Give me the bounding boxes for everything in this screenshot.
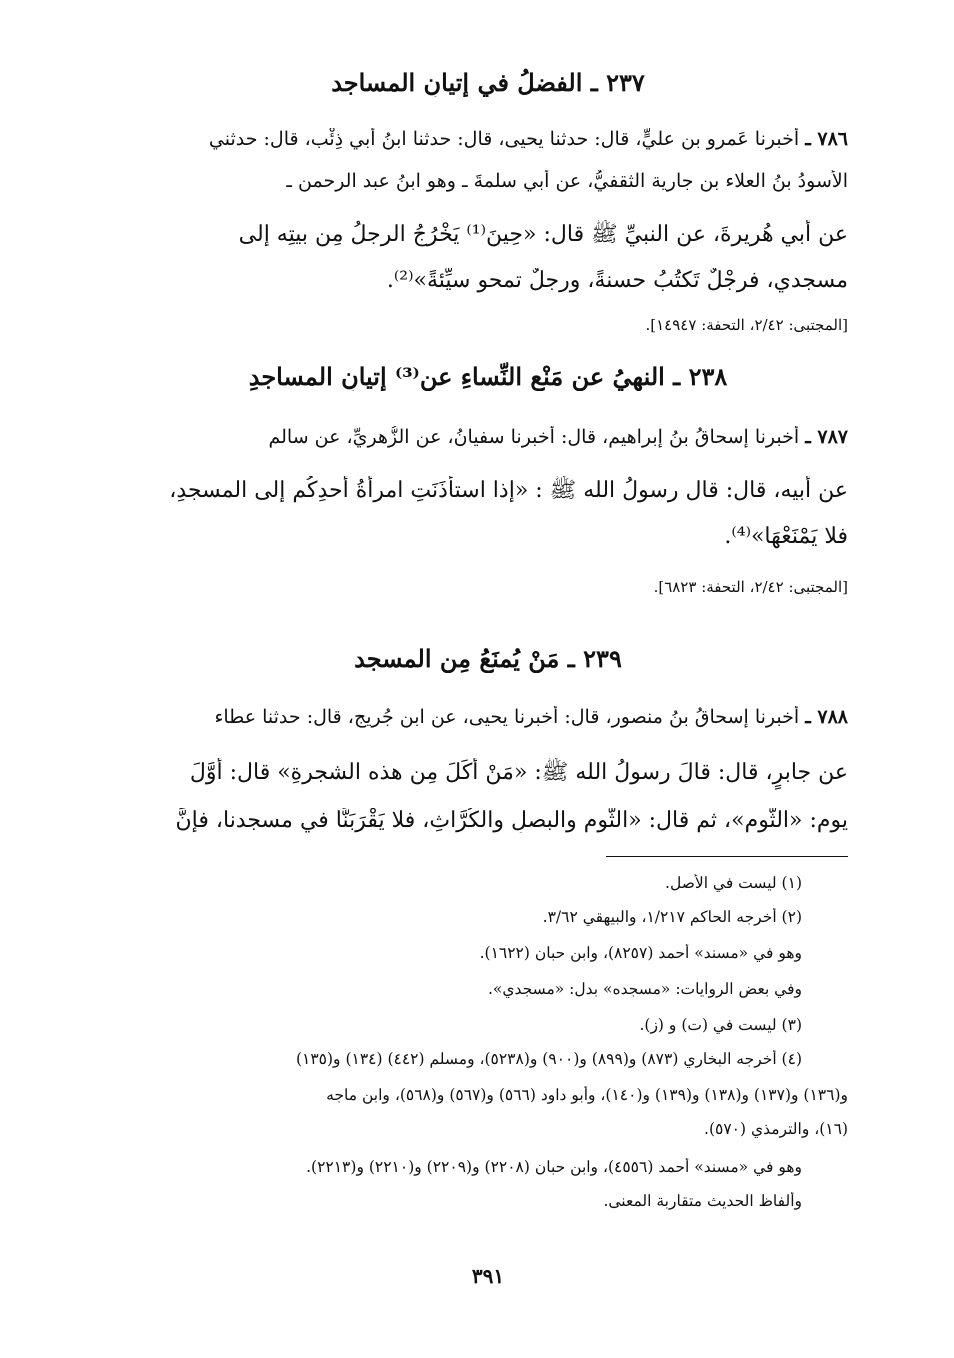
hadith-matn-line: عن جابرٍ، قال: قالَ رسولُ الله ﷺ: «مَنْ أَكَلَ مِن هذه الشجرةِ» قال: أَوَّلَ bbox=[189, 760, 848, 785]
hadith-number: ٧٨٧ ـ bbox=[805, 426, 848, 448]
footnote: (٣) ليست في (ت) و (ز). bbox=[639, 1016, 802, 1034]
hadith-isnad-line bbox=[128, 426, 848, 448]
footnote: وألفاظ الحديث متقاربة المعنى. bbox=[603, 1192, 802, 1210]
footnote: (١) ليست في الأصل. bbox=[665, 874, 802, 892]
hadith-isnad-text: أخبرنا إسحاقُ بنُ منصور، قال: أخبرنا يحيى، عن ابن جُريج، قال: حدثنا عطاء bbox=[214, 706, 800, 728]
hadith-isnad-text: أخبرنا عَمرو بن عليٍّ، قال: حدثنا يحيى، قال: حدثنا ابنُ أبي ذِئْب، قال: حدثني bbox=[208, 128, 800, 150]
hadith-matn-line: عن أبي هُريرةَ، عن النبيِّ ﷺ قال: «حِينَ⁽¹⁾ يَخْرُجُ الرجلُ مِن بيتِه إلى bbox=[238, 222, 848, 247]
footnote: (٤) أخرجه البخاري (٨٧٣) و(٨٩٩) و(٩٠٠) و(٥٢٣٨)، ومسلم (٤٤٢) (١٣٤) و(١٣٥) bbox=[295, 1050, 802, 1068]
footnote: و(١٣٦) و(١٣٧) و(١٣٨) و(١٣٩) و(١٤٠)، وأبو داود (٥٦٦) و(٥٦٧) و(٥٦٨)، وابن ماجه bbox=[326, 1086, 848, 1104]
hadith-isnad-text: أخبرنا إسحاقُ بنُ إبراهيم، قال: أخبرنا سفيانُ، عن الزُّهريِّ، عن سالمٍ bbox=[268, 426, 800, 448]
section-title: ٢٣٧ ـ الفضلُ في إتيانِ المساجد bbox=[331, 68, 645, 97]
hadith-matn-line: عن أبيه، قال: قال رسولُ الله ﷺ : «إذا استأْذَنَتِ امرأةُ أَحدِكُم إلى المسجدِ، bbox=[169, 478, 848, 503]
hadith-isnad-line: الأَسودُ بنُ العلاء بنِ جارية الثقفيُّ، عن أبي سلمةَ ـ وهو ابنُ عبد الرحمن ـ bbox=[286, 170, 848, 192]
hadith-reference: [المجتبى: ٢/٤٢، التحفة: ٦٨٢٣]. bbox=[653, 578, 848, 596]
hadith-matn-line: يوم: «الثُّوم»، ثم قال: «الثُّومِ والبصلِ والكُرَّاثِ، فلا يَقْرَبَنَّا في مسجدنا، فإنَّ bbox=[175, 808, 848, 833]
footnote: وهو في «مسند» أحمد (٨٢٥٧)، وابن حبان (١٦٢٢). bbox=[479, 944, 802, 962]
footnote: وفي بعض الروايات: «مسجده» بدل: «مسجدي». bbox=[487, 980, 802, 998]
footnote: (١٦)، والترمذي (٥٧٠). bbox=[704, 1120, 848, 1138]
book-page bbox=[128, 0, 848, 1358]
hadith-isnad-line bbox=[128, 128, 848, 150]
hadith-number: ٧٨٨ ـ bbox=[805, 706, 848, 728]
page-number: ٣٩١ bbox=[471, 1264, 505, 1288]
section-title: ٢٣٨ ـ النهيُ عن مَنْعِ النِّساءِ عن⁽³⁾ إتيانِ المساجدِ bbox=[248, 362, 728, 391]
hadith-isnad-line bbox=[128, 706, 848, 728]
hadith-matn-line: مسجدي، فرِجْلٌ تَكتُبُ حسنةً، ورِجلٌ تمحو سيِّئةً»⁽²⁾. bbox=[386, 268, 848, 293]
footnote-divider bbox=[606, 856, 848, 857]
hadith-number: ٧٨٦ ـ bbox=[805, 128, 848, 150]
hadith-matn-line: فلا يَمْنَعْهَا»⁽⁴⁾. bbox=[724, 524, 848, 549]
hadith-reference: [المجتبى: ٢/٤٢، التحفة: ١٤٩٤٧]. bbox=[645, 316, 848, 334]
section-title: ٢٣٩ ـ مَنْ يُمنَعُ مِن المسجد bbox=[354, 644, 622, 673]
footnote: (٢) أخرجه الحاكم ١/٢١٧، والبيهقي ٣/٦٢. bbox=[542, 908, 802, 926]
footnote: وهو في «مسند» أحمد (٤٥٥٦)، وابن حبان (٢٢٠٨) و(٢٢٠٩) و(٢٢١٠) و(٢٢١٣). bbox=[306, 1158, 802, 1176]
